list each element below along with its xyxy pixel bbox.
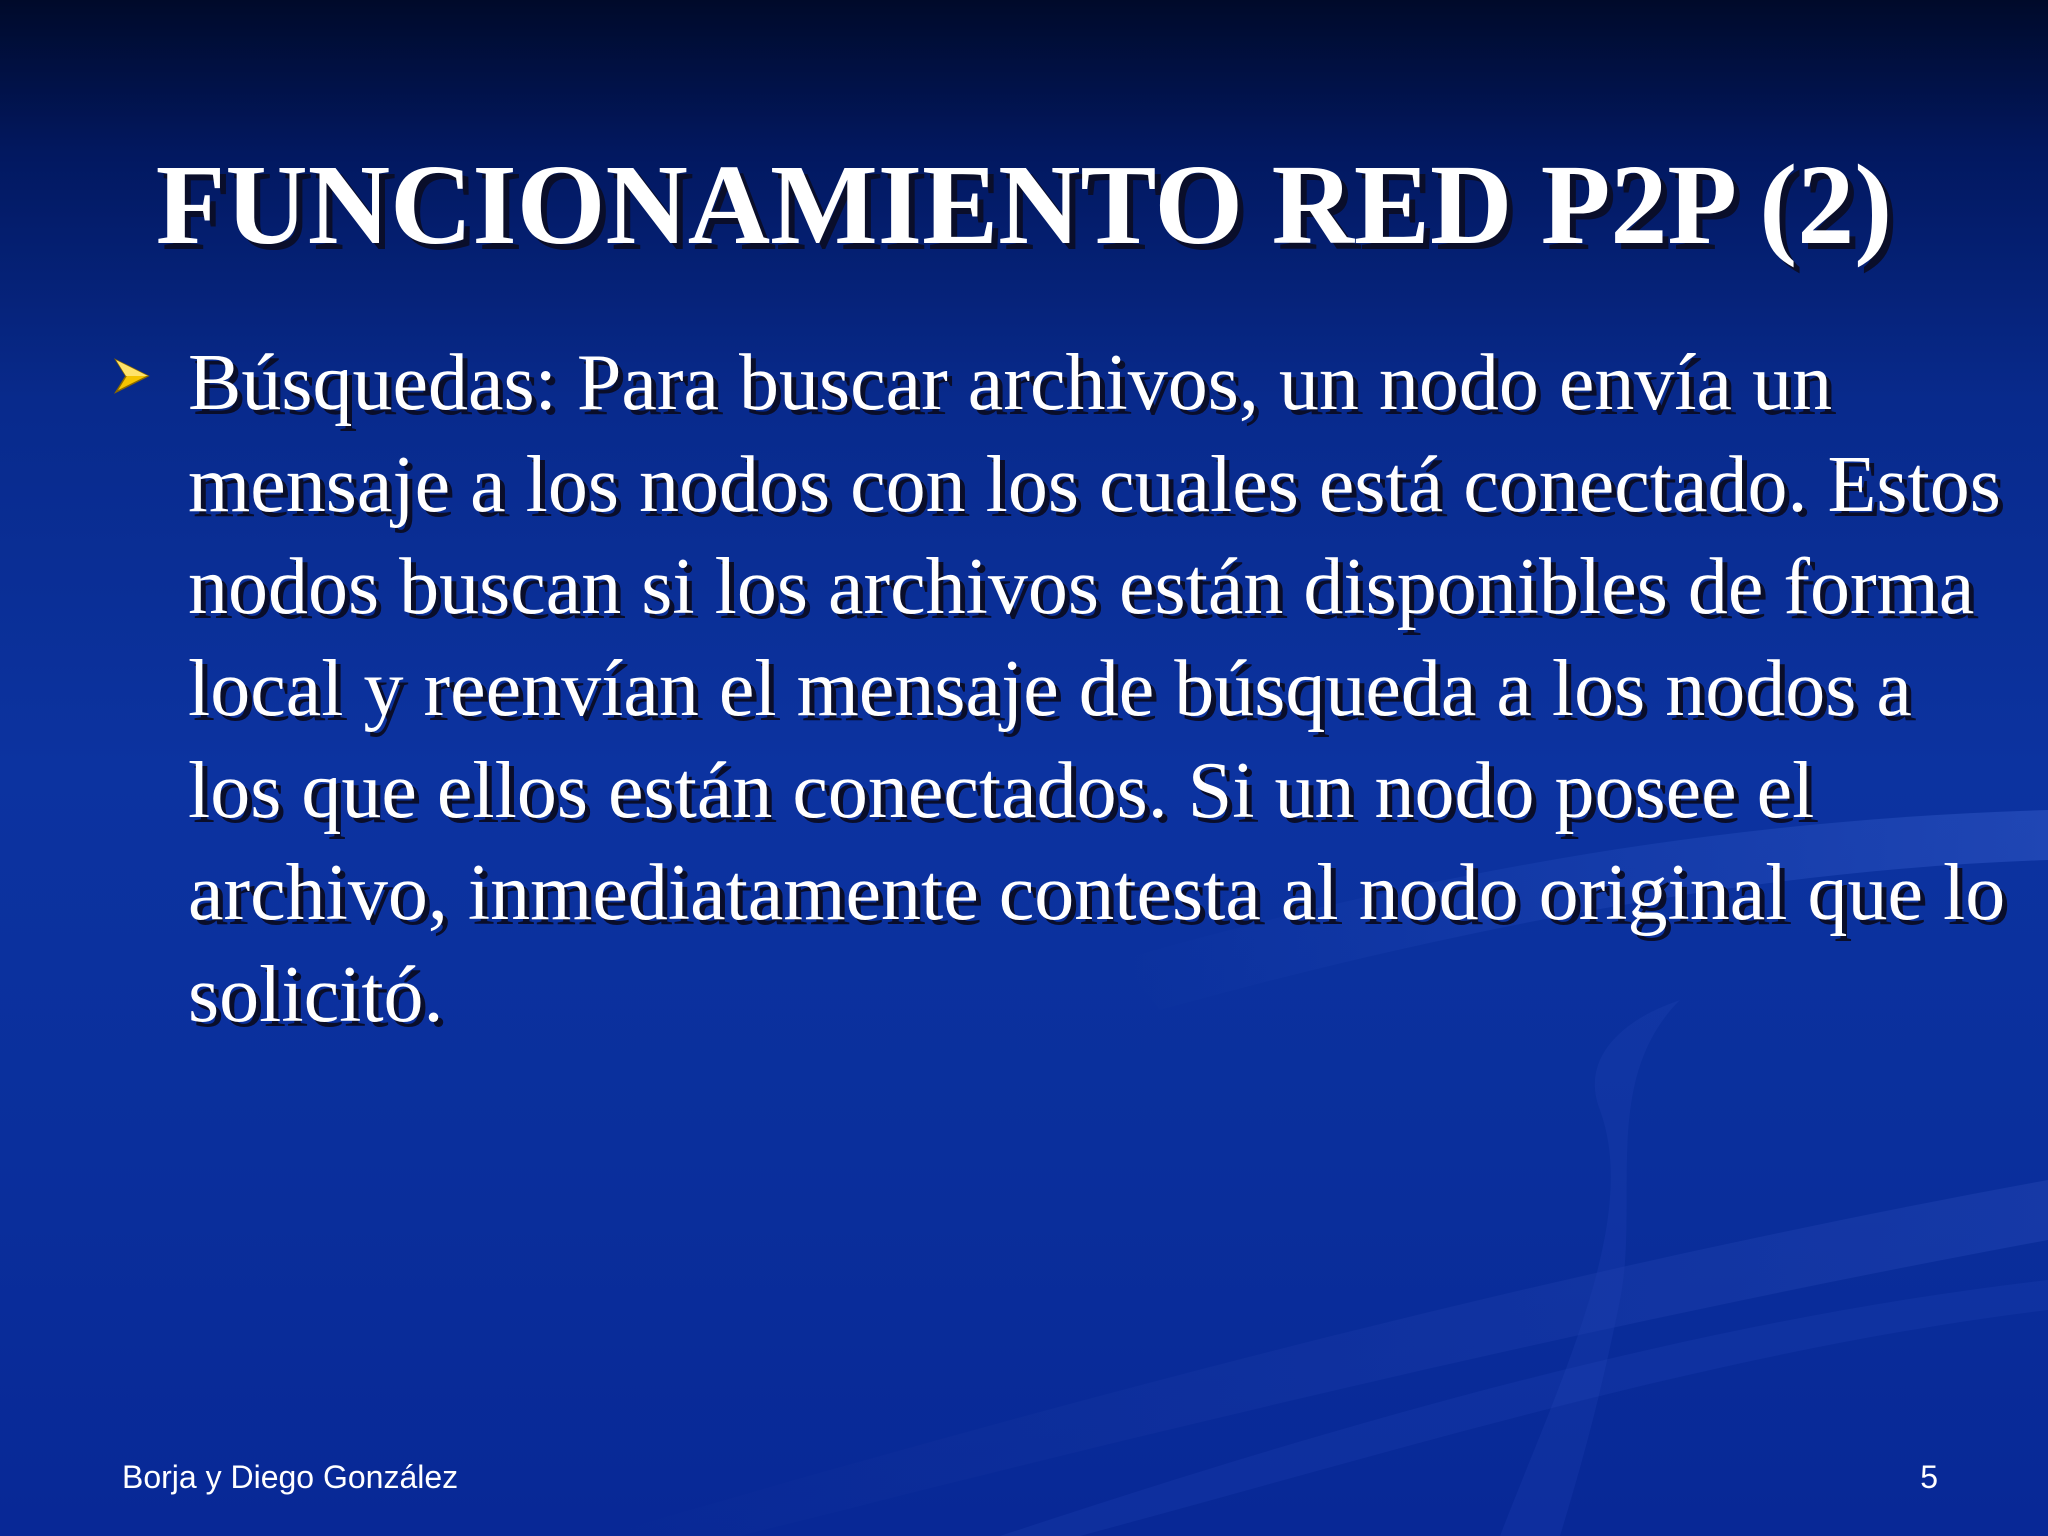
bullet-list xyxy=(110,332,2006,1046)
arrow-bullet-icon xyxy=(110,354,154,398)
slide-number: 5 xyxy=(1920,1459,1938,1495)
bullet-item: Búsquedas: Para buscar archivos, un nodo envía un mensaje a los nodos con los cuales está conectado. Estos nodos buscan si los archivos están disponibles de forma local y reenvían el mensaje de búsqueda a los nodos a los que ellos están conectados. Si un nodo posee el archivo, inmediatamente contesta al nodo original que lo solicitó. xyxy=(188,339,2006,1039)
footer-author: Borja y Diego González xyxy=(122,1459,459,1495)
slide-title: FUNCIONAMIENTO RED P2P (2) xyxy=(155,141,1893,268)
